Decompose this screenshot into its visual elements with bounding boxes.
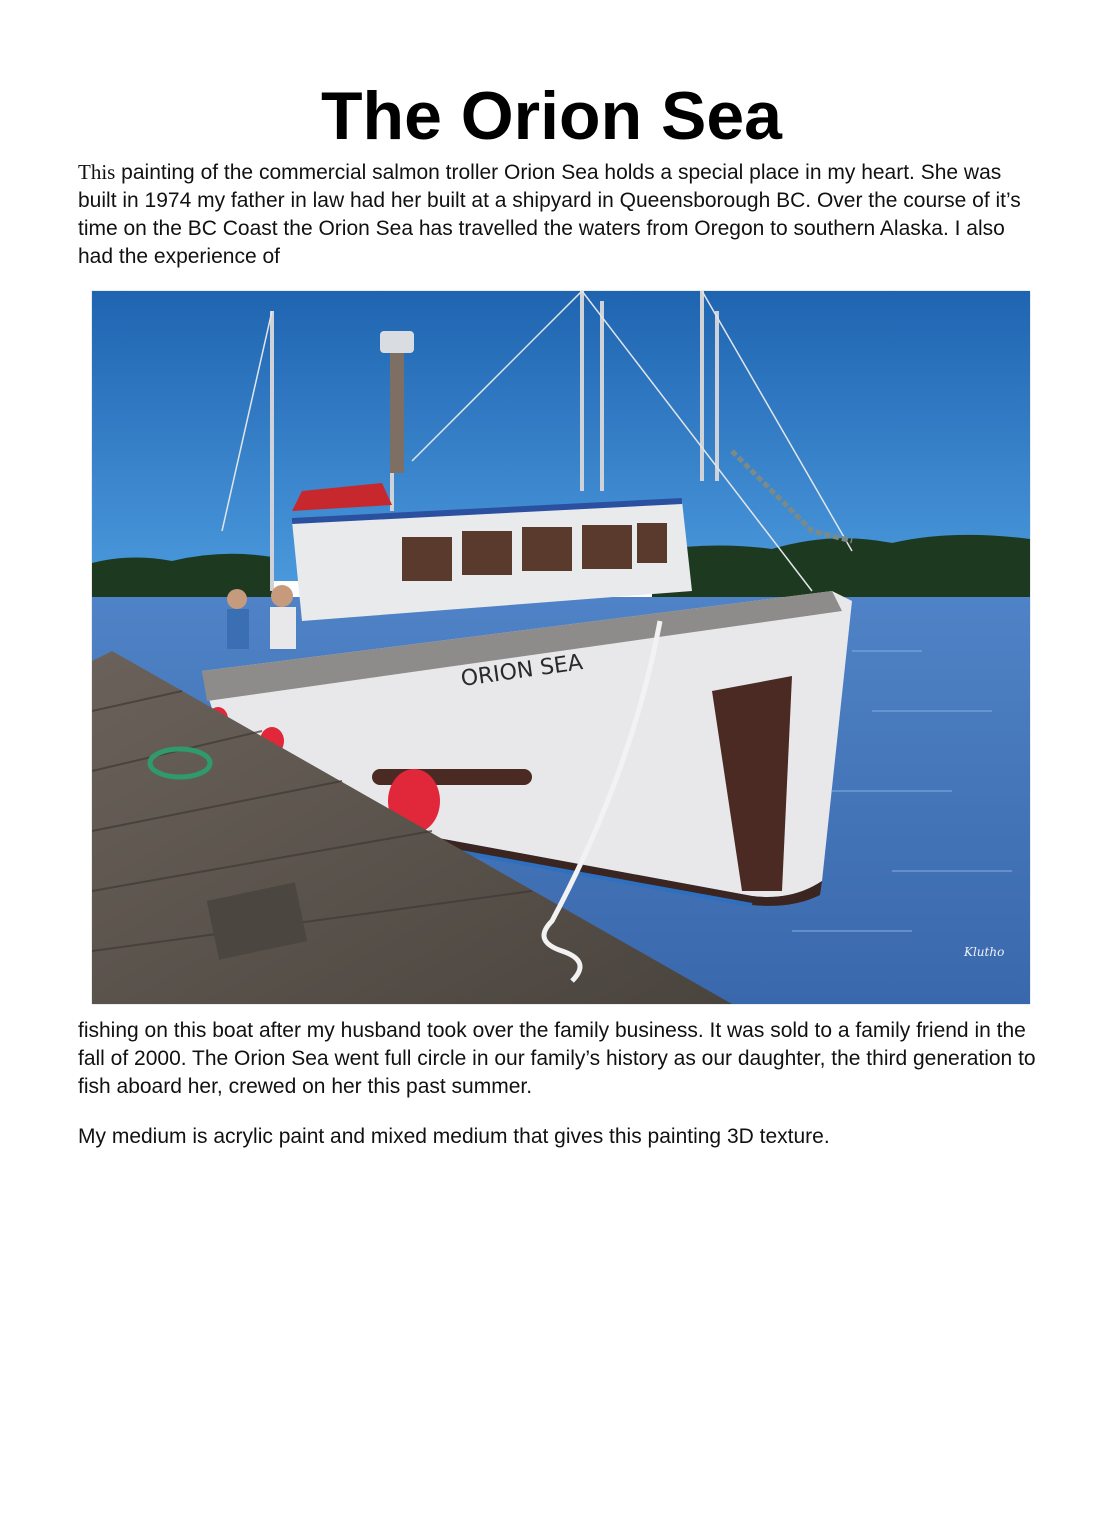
intro-text: painting of the commercial salmon troller Orion Sea holds a special place in my heart. She was built in 1974 my father in law had her built at a shipyard in Queensborough BC. Over the course of it’s time on the BC Coast the Orion Sea has travelled the waters from Oregon to southern Alaska. I also had the experience of <box>78 161 1021 268</box>
intro-paragraph <box>78 158 1038 271</box>
medium-paragraph: My medium is acrylic paint and mixed medium that gives this painting 3D texture. <box>78 1125 830 1148</box>
boat-name: ORION SEA <box>459 650 585 692</box>
orion-sea-painting <box>92 291 1030 1004</box>
second-paragraph: fishing on this boat after my husband took over the family business. It was sold to a family friend in the fall of 2000. The Orion Sea went full circle in our family’s history as our daughter, the third generation to fish aboard her, crewed on her this past summer. <box>78 1019 1036 1098</box>
artist-signature: Klutho <box>964 945 1005 959</box>
intro-lead-word: This <box>78 160 116 184</box>
radar <box>380 331 414 353</box>
document-title: The Orion Sea <box>321 78 782 154</box>
